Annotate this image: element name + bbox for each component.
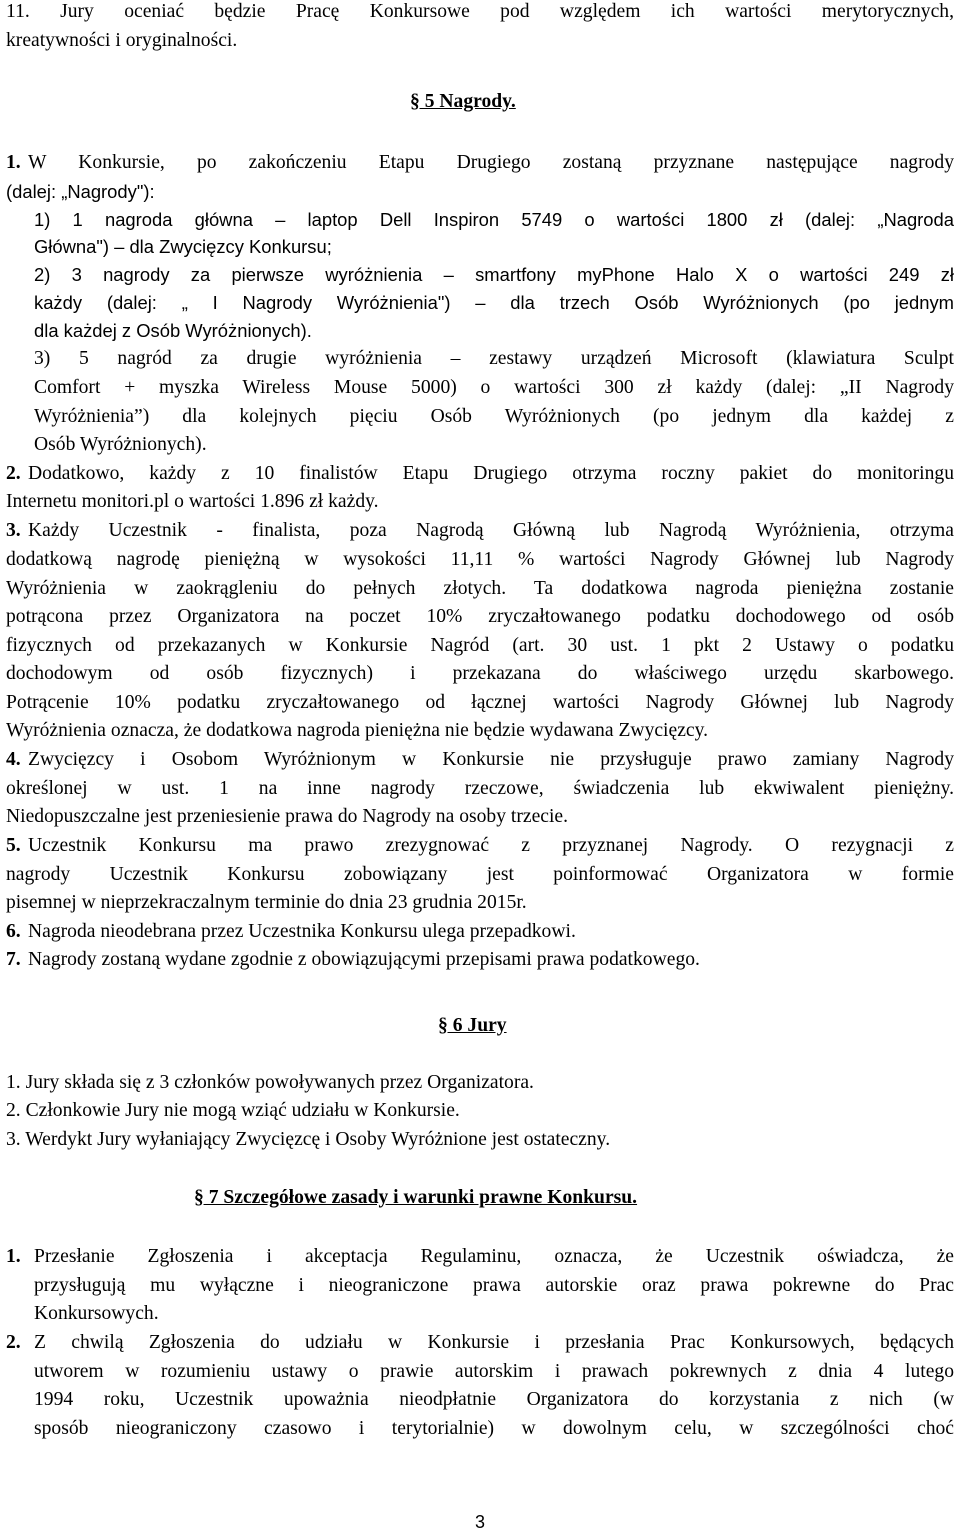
- list-item: 3) 5 nagród za drugie wyróżnienia – zestawy urządzeń Microsoft (klawiatura Sculpt: [34, 348, 954, 369]
- section-heading: § 6 Jury: [438, 1015, 507, 1036]
- list-item: Wyróżnienia”) dla kolejnych pięciu Osób Wyróżnionych (po jednym dla każdej z: [34, 406, 954, 427]
- list-item: Comfort + myszka Wireless Mouse 5000) o wartości 300 zł każdy (dalej: „II Nagrody: [34, 377, 954, 398]
- paragraph-line: sposób nieograniczony czasowo i terytorialnie) w dowolnym celu, w szczególności choć: [34, 1418, 954, 1439]
- paragraph-line: 1994 roku, Uczestnik upoważnia nieodpłatnie Organizatora do korzystania z nich (w: [34, 1389, 954, 1410]
- paragraph-number: 2.: [6, 1332, 21, 1353]
- paragraph-line: Zwycięzcy i Osobom Wyróżnionym w Konkursie nie przysługuje prawo zamiany Nagrody: [28, 749, 954, 770]
- paragraph-number: 4.: [6, 749, 21, 770]
- paragraph-line: potrącona przez Organizatora na poczet 10% zryczałtowanego podatku dochodowego od osób: [6, 606, 954, 627]
- list-item: Osób Wyróżnionych).: [34, 434, 207, 455]
- paragraph-line: W Konkursie, po zakończeniu Etapu Drugiego zostaną przyznane następujące nagrody: [28, 152, 954, 173]
- paragraph-line: Nagroda nieodebrana przez Uczestnika Konkursu ulega przepadkowi.: [28, 921, 576, 942]
- list-item: 3. Werdykt Jury wyłaniający Zwycięzcę i Osoby Wyróżnione jest ostateczny.: [6, 1129, 611, 1150]
- paragraph-line: Dodatkowo, każdy z 10 finalistów Etapu Drugiego otrzyma roczny pakiet do monitoringu: [28, 463, 954, 484]
- list-item: 2. Członkowie Jury nie mogą wziąć udziału w Konkursie.: [6, 1100, 460, 1121]
- paragraph-number: 6.: [6, 921, 21, 942]
- page-number: 3: [474, 1512, 485, 1532]
- paragraph-line: kreatywności i oryginalności.: [6, 30, 238, 51]
- paragraph-line: Nagrody zostaną wydane zgodnie z obowiązującymi przepisami prawa podatkowego.: [28, 949, 700, 970]
- paragraph-line: utworem w rozumieniu ustawy o prawie autorskim i prawach pokrewnych z dnia 4 lutego: [34, 1361, 954, 1382]
- list-item: 1. Jury składa się z 3 członków powoływanych przez Organizatora.: [6, 1072, 534, 1093]
- paragraph-line: Z chwilą Zgłoszenia do udziału w Konkursie i przesłania Prac Konkursowych, będących: [34, 1332, 954, 1353]
- paragraph-line: Potrącenie 10% podatku zryczałtowanego od łącznej wartości Nagrody Głównej lub Nagrody: [6, 692, 954, 713]
- paragraph-line: Internetu monitori.pl o wartości 1.896 zł każdy.: [6, 491, 379, 512]
- paragraph-line: 11. Jury oceniać będzie Pracę Konkursowe pod względem ich wartości merytorycznych,: [6, 1, 954, 22]
- paragraph-line: określonej w ust. 1 na inne nagrody rzeczowe, świadczenia lub ekwiwalent pieniężny.: [6, 778, 954, 799]
- list-item: 2) 3 nagrody za pierwsze wyróżnienia – smartfony myPhone Halo X o wartości 249 zł: [34, 264, 954, 285]
- paragraph-number: 2.: [6, 463, 21, 484]
- list-item: 1) 1 nagroda główna – laptop Dell Inspiron 5749 o wartości 1800 zł (dalej: „Nagroda: [34, 209, 954, 230]
- paragraph-line: pisemnej w nieprzekraczalnym terminie do dnia 23 grudnia 2015r.: [6, 892, 527, 913]
- paragraph-line: Konkursowych.: [34, 1303, 159, 1324]
- section-heading: § 7 Szczegółowe zasady i warunki prawne Konkursu.: [194, 1187, 638, 1208]
- paragraph-number: 3.: [6, 520, 21, 541]
- paragraph-line: Uczestnik Konkursu ma prawo zrezygnować z przyznanej Nagrody. O rezygnacji z: [28, 835, 954, 856]
- list-item: każdy (dalej: „ I Nagrody Wyróżnienia") – dla trzech Osób Wyróżnionych (po jednym: [34, 292, 954, 313]
- paragraph-number: 7.: [6, 949, 21, 970]
- section-heading: § 5 Nagrody.: [410, 91, 516, 112]
- paragraph-line: Przesłanie Zgłoszenia i akceptacja Regulaminu, oznacza, że Uczestnik oświadcza, że: [34, 1246, 954, 1267]
- paragraph-line: Wyróżnienia w zaokrągleniu do pełnych złotych. Ta dodatkowa nagroda pieniężna zostanie: [6, 578, 954, 599]
- paragraph-line: Każdy Uczestnik - finalista, poza Nagrodą Główną lub Nagrodą Wyróżnienia, otrzyma: [28, 520, 954, 541]
- paragraph-line: Niedopuszczalne jest przeniesienie prawa do Nagrody na osoby trzecie.: [6, 806, 568, 827]
- paragraph-number: 1.: [6, 1246, 21, 1267]
- paragraph-line: nagrody Uczestnik Konkursu zobowiązany jest poinformować Organizatora w formie: [6, 864, 954, 885]
- paragraph-line: przysługują mu wyłączne i nieograniczone prawa autorskie oraz prawa pokrewne do Prac: [34, 1275, 954, 1296]
- paragraph-number: 5.: [6, 835, 21, 856]
- list-item: Główna") – dla Zwycięzcy Konkursu;: [34, 236, 332, 257]
- paragraph-line: Wyróżnienia oznacza, że dodatkowa nagroda pieniężna nie będzie wydawana Zwycięzcy.: [6, 720, 709, 741]
- paragraph-line: dochodowym od osób fizycznych) i przekazana do właściwego urzędu skarbowego.: [6, 663, 954, 684]
- paragraph-line: dodatkową nagrodę pieniężną w wysokości 11,11 % wartości Nagrody Głównej lub Nagrody: [6, 549, 954, 570]
- paragraph-line: (dalej: „Nagrody"):: [6, 181, 155, 202]
- list-item: dla każdej z Osób Wyróżnionych).: [34, 320, 312, 341]
- paragraph-number: 1.: [6, 152, 21, 173]
- document-page: [6, 0, 954, 1533]
- paragraph-line: fizycznych od przekazanych w Konkursie Nagród (art. 30 ust. 1 pkt 2 Ustawy o podatku: [6, 635, 954, 656]
